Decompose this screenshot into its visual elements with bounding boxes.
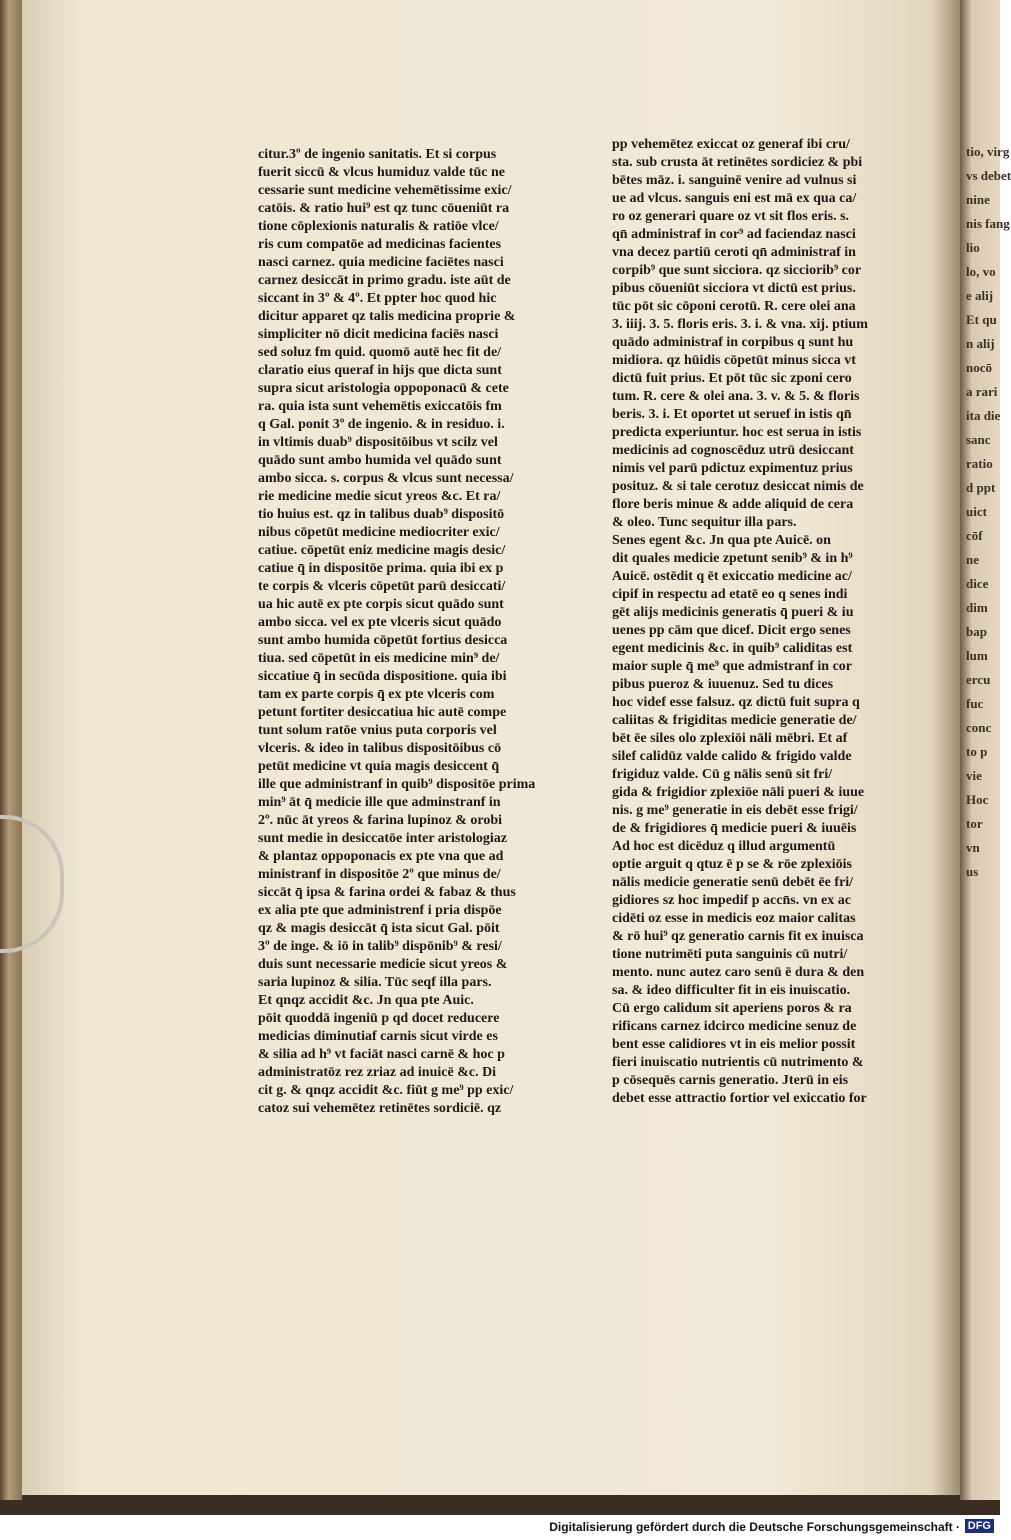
text-line: nocō (966, 360, 992, 375)
text-line: Ad hoc est dicēduz q illud argumentū (612, 839, 836, 854)
text-line: dim (966, 600, 988, 615)
text-line: nimis vel parū pdictuz expimentuz prius (612, 461, 853, 476)
text-line: gidiores sz hoc impedif p accn̄s. vn ex ac (612, 893, 851, 908)
text-line: midiora. qz hūidis cōpetūt minus sicca vt (612, 353, 856, 368)
text-line: 2º. nūc āt yreos & farina lupinoz & orobi (258, 813, 503, 828)
text-line: rie medicine medie sicut yreos &c. Et ra/ (258, 489, 501, 504)
text-line: bēt ēe siles olo zplexiōi nāli mēbri. Et af (612, 731, 848, 746)
text-line: tio, virg (966, 144, 1010, 159)
text-line: tunt solum ratōe vnius puta corporis vel (258, 723, 497, 738)
text-line: ne (966, 552, 979, 567)
text-line: ra. quia ista sunt vehemētis exiccatōis fm (258, 399, 502, 414)
text-line: hoc videf esse falsuz. qz dictū fuit supra q (612, 695, 860, 710)
text-line: nibus cōpetūt medicine mediocriter exic/ (258, 525, 500, 540)
right-text-column (612, 136, 957, 1108)
text-line: tam ex parte corpis q̄ ex pte vlceris com (258, 687, 495, 702)
text-line: q Gal. ponit 3º de ingenio. & in residuo. i. (258, 417, 505, 432)
text-line: qn̄ administraf in cor⁹ ad faciendaz nasci (612, 227, 856, 242)
footer-bar (0, 1515, 1000, 1540)
text-line: corpib⁹ que sunt sicciora. qz sicciorib⁹ cor (612, 263, 862, 278)
text-line: tione cōplexionis naturalis & ratiōe vlce/ (258, 219, 499, 234)
text-line: dice (966, 576, 989, 591)
dfg-logo: DFG (965, 1519, 994, 1533)
text-line: silef calidūz valde calido & frigido valde (612, 749, 852, 764)
text-line: siccant in 3º & 4º. Et ppter hoc quod hic (258, 291, 497, 306)
text-line: sta. sub crusta āt retinētes sordiciez & pbi (612, 155, 863, 170)
text-line: dit quales medicie zpetunt senib⁹ & in h⁹ (612, 551, 853, 566)
text-line: cidēti oz esse in medicis eoz maior calitas (612, 911, 856, 926)
text-line: nasci carnez. quia medicine faciētes nasci (258, 255, 504, 270)
text-line: supra sicut aristologia oppoponacū & cete (258, 381, 509, 396)
text-line: ro oz generari quare oz vt sit flos eris. s. (612, 209, 850, 224)
text-line: sunt ambo humida cōpetūt fortius desicca (258, 633, 508, 648)
text-line: tūc pōt sic cōponi cerotū. R. cere olei ana (612, 299, 856, 314)
text-line: qz & magis desiccāt q̄ ista sicut Gal. pōit (258, 921, 500, 936)
text-line: lum (966, 648, 988, 663)
text-line: maior suple q̄ me⁹ que admistranf in cor (612, 659, 852, 674)
text-line: e alij (966, 288, 994, 303)
text-line: bent esse calidiores vt in eis melior possit (612, 1037, 856, 1052)
text-line: us (966, 864, 979, 879)
text-line: sed soluz fm quid. quomō autē hec fit de/ (258, 345, 502, 360)
text-line: cit g. & qnqz accidit &c. fiūt g me⁹ pp exic/ (258, 1083, 514, 1098)
text-line: sunt medie in desiccatōe inter aristologiaz (258, 831, 507, 846)
text-line: sanc (966, 432, 991, 447)
text-line: frigiduz valde. Cū g nālis senū sit fri/ (612, 767, 833, 782)
text-line: nis fang (966, 216, 1010, 231)
text-line: catiue q̄ in dispositōe prima. quia ibi ex p (258, 561, 504, 576)
text-line: te corpis & vlceris cōpetūt parū desiccati/ (258, 579, 506, 594)
text-line: vie (966, 768, 982, 783)
text-line: ambo sicca. vel ex pte vlceris sicut quādo (258, 615, 502, 630)
text-line: pibus pueroz & iuuenuz. Sed tu dices (612, 677, 834, 692)
text-line: citur.3º de ingenio sanitatis. Et si corpus (258, 147, 497, 162)
text-line: Hoc (966, 792, 989, 807)
text-line: bētes māz. i. sanguinē venire ad vulnus si (612, 173, 857, 188)
text-line: claratio eius queraf in hijs que dicta sunt (258, 363, 502, 378)
text-line: cōf (966, 528, 983, 543)
text-line: Cū ergo calidum sit aperiens poros & ra (612, 1001, 852, 1016)
text-line: ris cum compatōe ad medicinas facientes (258, 237, 502, 252)
text-line: siccāt q̄ ipsa & farina ordei & fabaz & thus (258, 885, 516, 900)
text-line: conc (966, 720, 992, 735)
text-line: nis. g me⁹ generatie in eis debēt esse frigi/ (612, 803, 858, 818)
text-line: bap (966, 624, 987, 639)
funding-note: Digitalisierung gefördert durch die Deutsche Forschungsgemeinschaft · (549, 1520, 960, 1534)
text-line: ex alia pte que administrenf i pria dispōe (258, 903, 502, 918)
text-line: ercu (966, 672, 991, 687)
text-line: gida & frigidior zplexiōe nāli pueri & iuue (612, 785, 865, 800)
text-line: fuc (966, 696, 984, 711)
text-line: ambo sicca. s. corpus & vlcus sunt necessa/ (258, 471, 514, 486)
text-line: a rari (966, 384, 998, 399)
text-line: catiue. cōpetūt eniz medicine magis desic/ (258, 543, 506, 558)
text-line: mento. nunc autez caro senū ē dura & den (612, 965, 865, 980)
text-line: simpliciter nō dicit medicina faciēs nasci (258, 327, 499, 342)
text-line: catōis. & ratio hui⁹ est qz tunc cōueniūt ra (258, 201, 510, 216)
text-line: quādo sunt ambo humida vel quādo sunt (258, 453, 502, 468)
text-line: siccatiue q̄ in secūda dispositione. quia ibi (258, 669, 507, 684)
text-line: catoz sui vehemētez retinētes sordiciē. qz (258, 1101, 502, 1116)
text-line: in vltimis duab⁹ dispositōibus vt scilz vel (258, 435, 498, 450)
text-line: Senes egent &c. Jn qua pte Auicē. on (612, 533, 831, 548)
text-line: pōit quoddā ingeniū p qd docet reducere (258, 1011, 500, 1026)
text-line: nine (966, 192, 990, 207)
text-line: administratōz rez zriaz ad inuicē &c. Di (258, 1065, 497, 1080)
text-line: ua hic autē ex pte corpis sicut quādo sunt (258, 597, 504, 612)
text-line: vlceris. & ideo in talibus dispositōibus cō (258, 741, 502, 756)
text-line: quādo administraf in corpibus q sunt hu (612, 335, 854, 350)
text-line: tio huius est. qz in talibus duab⁹ dispositō (258, 507, 505, 522)
text-line: min⁹ āt q̄ medicie ille que adminstranf in (258, 795, 501, 810)
text-line: de & frigidiores q̄ medicie pueri & iuuēis (612, 821, 857, 836)
text-line: posituz. & si tale cerotuz desiccat nimis de (612, 479, 864, 494)
text-line: rificans carnez idcirco medicine senuz de (612, 1019, 857, 1034)
text-line: petunt fortiter desiccatiua hic autē compe (258, 705, 507, 720)
text-line: egent medicinis &c. in quib⁹ caliditas est (612, 641, 853, 656)
text-line: tione nutrimēti puta sanguinis cū nutri/ (612, 947, 848, 962)
text-line: to p (966, 744, 988, 759)
text-line: beris. 3. i. Et oportet ut seruef in istis qn̄ (612, 407, 852, 422)
text-line: carnez desiccāt in primo gradu. iste aūt de (258, 273, 511, 288)
text-line: saria lupinoz & silia. Tūc seqf illa pars. (258, 975, 492, 990)
text-line: pibus cōueniūt sicciora vt dictū est prius. (612, 281, 856, 296)
text-line: dicitur apparet qz talis medicina proprie & (258, 309, 516, 324)
text-line: cipif in respectu ad etatē eo q senes indi (612, 587, 848, 602)
next-page-edge (960, 0, 1011, 1500)
text-line: Et qu (966, 312, 997, 327)
text-line: 3. iiij. 3. 5. floris eris. 3. i. & vna. xij. ptium (612, 317, 868, 332)
text-line: pp vehemētez exiccat oz generaf ibi cru/ (612, 137, 850, 152)
text-line: ille que administranf in quib⁹ dispositōe prima (258, 777, 536, 792)
text-line: lio (966, 240, 980, 255)
text-line: vs debet (966, 168, 1011, 183)
left-text-column (258, 146, 598, 1118)
text-line: tor (966, 816, 983, 831)
text-line: medicinis ad cognoscēduz utrū desiccant (612, 443, 854, 458)
text-line: tiua. sed cōpetūt in eis medicine min⁹ de/ (258, 651, 500, 666)
text-line: sa. & ideo difficulter fit in eis inuiscatio. (612, 983, 851, 998)
text-line: flore beris minue & adde aliquid de cera (612, 497, 854, 512)
text-line: ratio (966, 456, 993, 471)
text-line: & silia ad h⁹ vt faciāt nasci carnē & hoc p (258, 1047, 505, 1062)
text-line: vna decez partiū ceroti qn̄ administraf in (612, 245, 856, 260)
text-line: p cōsequēs carnis generatio. Jterū in eis (612, 1073, 849, 1088)
text-line: Et qnqz accidit &c. Jn qua pte Auic. (258, 993, 474, 1008)
text-line: ministranf in dispositōe 2º que minus de/ (258, 867, 501, 882)
text-line: ita die (966, 408, 1001, 423)
text-line: cessarie sunt medicine vehemētissime exic/ (258, 183, 512, 198)
text-line: fieri inuiscatio nutrientis cū nutrimento & (612, 1055, 864, 1070)
text-line: predicta experiuntur. hoc est serua in istis (612, 425, 862, 440)
text-line: 3º de inge. & iō in talib⁹ dispōnib⁹ & resi/ (258, 939, 502, 954)
text-line: uict (966, 504, 987, 519)
text-line: d ppt (966, 480, 996, 495)
text-line: debet esse attractio fortior vel exiccatio for (612, 1091, 867, 1106)
text-line: vn (966, 840, 980, 855)
text-line: medicias diminutiaf carnis sicut virde es (258, 1029, 498, 1044)
text-line: tum. R. cere & olei ana. 3. v. & 5. & floris (612, 389, 860, 404)
book-edge (0, 0, 22, 1500)
text-line: & plantaz oppoponacis ex pte vna que ad (258, 849, 504, 864)
text-line: duis sunt necessarie medicie sicut yreos & (258, 957, 508, 972)
text-line: gēt alijs medicinis generatis q̄ pueri & iu (612, 605, 854, 620)
text-line: petūt medicine vt quia magis desiccent q̄ (258, 759, 500, 774)
text-line: dictū fuit prius. Et pōt tūc sic zponi cero (612, 371, 852, 386)
text-line: optie arguit q qtuz ē p se & rōe zplexiōis (612, 857, 852, 872)
text-line: n alij (966, 336, 995, 351)
text-line: fuerit siccū & vlcus humiduz valde tūc ne (258, 165, 505, 180)
text-line: Auicē. ostēdit q ēt exiccatio medicine ac/ (612, 569, 852, 584)
text-line: uenes pp cām que dicef. Dicit ergo senes (612, 623, 851, 638)
text-line: nālis medicie generatie senū debēt ēe fri/ (612, 875, 854, 890)
text-line: caliitas & frigiditas medicie generatie de/ (612, 713, 857, 728)
text-line: lo, vo (966, 264, 996, 279)
text-line: & oleo. Tunc sequitur illa pars. (612, 515, 797, 530)
text-line: & rō hui⁹ qz generatio carnis fit ex inuisca (612, 929, 864, 944)
text-line: ue ad vlcus. sanguis eni est mā ex qua ca/ (612, 191, 857, 206)
